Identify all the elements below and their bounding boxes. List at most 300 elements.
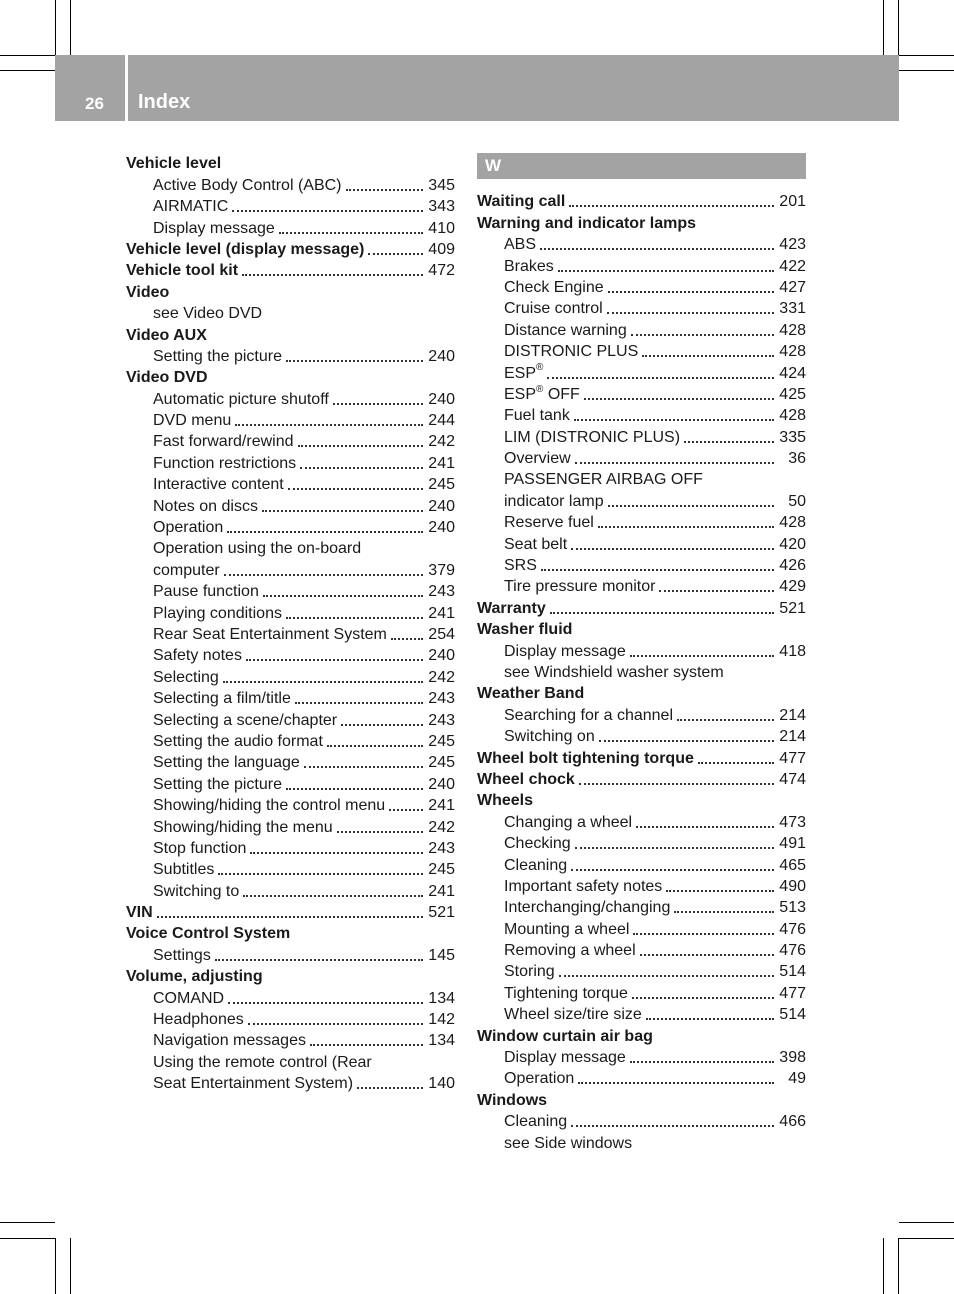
entry-label: see Video DVD xyxy=(153,305,263,323)
entry-label: Removing a wheel xyxy=(504,942,636,960)
page-ref: 428 xyxy=(779,407,806,425)
crop-mark xyxy=(899,70,954,71)
entry-label-suffix: OFF xyxy=(543,385,580,403)
index-subentry xyxy=(477,426,806,447)
index-subentry xyxy=(477,918,806,939)
entry-label: AIRMATIC xyxy=(153,198,229,216)
entry-label: Cleaning xyxy=(504,856,568,874)
index-subentry xyxy=(126,624,455,645)
index-subentry xyxy=(477,662,806,683)
entry-text xyxy=(126,260,238,281)
entry-text xyxy=(504,298,603,319)
crop-mark xyxy=(55,1238,56,1294)
page-ref: 241 xyxy=(428,604,455,622)
entry-label: Changing a wheel xyxy=(504,813,633,831)
index-entry xyxy=(477,619,806,640)
entry-text xyxy=(153,496,258,517)
dot-leader xyxy=(228,1002,423,1004)
entry-text xyxy=(504,384,580,405)
index-subentry xyxy=(477,576,806,597)
registered-mark: ® xyxy=(536,383,544,395)
index-subentry xyxy=(477,897,806,918)
entry-label: Operation xyxy=(504,1070,575,1088)
dot-leader xyxy=(286,788,423,790)
index-subentry xyxy=(126,581,455,602)
page-ref: 477 xyxy=(779,749,806,767)
entry-label: PASSENGER AIRBAG OFF xyxy=(504,471,703,489)
index-subentry xyxy=(126,1009,455,1030)
entry-text xyxy=(504,812,632,833)
index-subentry xyxy=(126,838,455,859)
dot-leader xyxy=(357,1087,423,1089)
entry-text xyxy=(153,389,329,410)
entry-text xyxy=(477,769,575,790)
index-subentry xyxy=(126,987,455,1008)
dot-leader xyxy=(559,975,774,977)
entry-text xyxy=(153,175,342,196)
page-ref: 49 xyxy=(788,1070,806,1088)
entry-text xyxy=(504,833,571,854)
dot-leader xyxy=(223,681,423,683)
entry-label: Wheel chock xyxy=(477,770,575,788)
dot-leader xyxy=(243,895,423,897)
entry-text xyxy=(126,239,364,260)
crop-mark xyxy=(0,1238,55,1239)
entry-label: indicator lamp xyxy=(504,492,604,510)
index-column-right xyxy=(477,153,806,1154)
dot-leader xyxy=(540,248,774,250)
entry-label: Cleaning xyxy=(504,1113,568,1131)
index-subentry xyxy=(477,384,806,405)
entry-text xyxy=(153,431,294,452)
entry-label: Distance warning xyxy=(504,321,627,339)
entry-label: Subtitles xyxy=(153,861,215,879)
dot-leader xyxy=(674,911,774,913)
dot-leader xyxy=(215,959,423,961)
page-ref: 418 xyxy=(779,642,806,660)
dot-leader xyxy=(558,270,774,272)
index-subentry xyxy=(477,1132,806,1153)
entry-text xyxy=(153,581,259,602)
entry-text xyxy=(153,667,219,688)
entry-label: Display message xyxy=(504,642,626,660)
entry-label: Headphones xyxy=(153,1011,244,1029)
index-entry xyxy=(126,367,455,388)
index-subentry xyxy=(477,234,806,255)
entry-text xyxy=(153,688,291,709)
dot-leader xyxy=(368,253,423,255)
page-ref: 429 xyxy=(779,578,806,596)
index-subentry xyxy=(477,469,806,490)
entry-label: Wheel size/tire size xyxy=(504,1006,642,1024)
entry-text xyxy=(153,453,296,474)
page-ref: 513 xyxy=(779,899,806,917)
index-entries-w xyxy=(477,191,806,1154)
index-subentry xyxy=(477,512,806,533)
entry-label: see Side windows xyxy=(504,1134,633,1152)
entry-text xyxy=(153,774,282,795)
entry-text xyxy=(504,983,628,1004)
index-subentry xyxy=(126,773,455,794)
entry-label: Display message xyxy=(504,1049,626,1067)
dot-leader xyxy=(235,424,423,426)
index-subentry xyxy=(477,298,806,319)
entry-text xyxy=(126,966,263,987)
entry-text xyxy=(504,1133,632,1154)
entry-text xyxy=(126,902,153,923)
entry-label: ESP xyxy=(504,385,537,403)
index-entry xyxy=(477,769,806,790)
entry-label: Tightening torque xyxy=(504,984,628,1002)
entry-text xyxy=(504,277,604,298)
entry-label: Selecting a film/title xyxy=(153,690,291,708)
dot-leader xyxy=(608,505,774,507)
entry-text xyxy=(153,410,231,431)
page-ref: 521 xyxy=(779,599,806,617)
entry-label: SRS xyxy=(504,557,537,575)
index-subentry xyxy=(477,876,806,897)
page-ref: 474 xyxy=(779,770,806,788)
entry-text xyxy=(504,341,638,362)
entry-label: Volume, adjusting xyxy=(126,968,263,986)
page-ref: 422 xyxy=(779,257,806,275)
entry-text xyxy=(126,923,290,944)
entry-label: COMAND xyxy=(153,989,225,1007)
entry-text xyxy=(153,538,361,559)
dot-leader xyxy=(584,398,774,400)
index-entry xyxy=(126,239,455,260)
page-ref: 245 xyxy=(428,476,455,494)
index-subentry xyxy=(477,448,806,469)
entry-label: Fuel tank xyxy=(504,407,570,425)
page-ref: 245 xyxy=(428,861,455,879)
dot-leader xyxy=(607,312,774,314)
entry-text xyxy=(504,641,626,662)
dot-leader xyxy=(632,997,774,999)
entry-text xyxy=(153,624,387,645)
dot-leader xyxy=(550,612,774,614)
entry-text xyxy=(153,838,246,859)
dot-leader xyxy=(248,1023,423,1025)
entry-text xyxy=(504,726,595,747)
entry-label: Reserve fuel xyxy=(504,514,594,532)
page-ref: 514 xyxy=(779,963,806,981)
entry-label: DVD menu xyxy=(153,412,232,430)
dot-leader xyxy=(571,548,774,550)
crop-mark xyxy=(899,1238,954,1239)
dot-leader xyxy=(575,847,774,849)
index-subentry xyxy=(126,880,455,901)
entry-text xyxy=(504,405,570,426)
entry-label: Mounting a wheel xyxy=(504,920,630,938)
page-ref: 409 xyxy=(428,240,455,258)
dot-leader xyxy=(391,638,423,640)
entry-label: Automatic picture shutoff xyxy=(153,390,329,408)
page-ref: 241 xyxy=(428,797,455,815)
index-entry xyxy=(126,260,455,281)
index-subentry xyxy=(126,709,455,730)
entry-label: Switching to xyxy=(153,882,240,900)
entry-label: Showing/hiding the menu xyxy=(153,818,333,836)
entry-text xyxy=(153,346,282,367)
index-subentry xyxy=(477,961,806,982)
crop-mark xyxy=(70,0,71,55)
index-subentry xyxy=(477,555,806,576)
page-ref: 243 xyxy=(428,711,455,729)
index-entry xyxy=(477,191,806,212)
dot-leader xyxy=(575,462,774,464)
crop-mark xyxy=(883,1238,884,1294)
index-subentry xyxy=(126,174,455,195)
entry-label: Check Engine xyxy=(504,278,604,296)
entry-text xyxy=(153,859,214,880)
dot-leader xyxy=(578,1082,774,1084)
entry-label: Video AUX xyxy=(126,326,207,344)
index-subentry xyxy=(126,410,455,431)
index-subentry xyxy=(126,495,455,516)
entry-text xyxy=(504,1004,642,1025)
entry-label: Operation xyxy=(153,519,224,537)
dot-leader xyxy=(157,916,423,918)
entry-text xyxy=(477,748,694,769)
index-subentry xyxy=(126,538,455,559)
index-subentry xyxy=(477,255,806,276)
page-ref: 331 xyxy=(779,300,806,318)
dot-leader xyxy=(698,762,774,764)
entry-text xyxy=(153,1009,244,1030)
entry-label: Vehicle level xyxy=(126,155,222,173)
index-entry xyxy=(477,747,806,768)
crop-mark xyxy=(898,1238,899,1294)
entry-label: Storing xyxy=(504,963,555,981)
page-ref: 398 xyxy=(779,1049,806,1067)
index-entry xyxy=(126,902,455,923)
entry-text xyxy=(126,367,208,388)
dot-leader xyxy=(389,809,423,811)
dot-leader xyxy=(242,274,423,276)
page-ref: 142 xyxy=(428,1011,455,1029)
entry-label: Cruise control xyxy=(504,300,603,318)
page-ref: 214 xyxy=(779,706,806,724)
entry-label: Setting the picture xyxy=(153,775,282,793)
index-entry xyxy=(477,683,806,704)
dot-leader xyxy=(337,831,423,833)
index-subentry xyxy=(126,559,455,580)
entry-label: Safety notes xyxy=(153,647,242,665)
entry-text xyxy=(153,1030,306,1051)
index-subentry xyxy=(126,602,455,623)
entry-text xyxy=(504,961,555,982)
dot-leader xyxy=(286,617,423,619)
crop-mark xyxy=(55,0,56,55)
entry-text xyxy=(477,1026,653,1047)
index-subentry xyxy=(477,833,806,854)
entry-label: Pause function xyxy=(153,583,259,601)
entry-text xyxy=(153,710,337,731)
page-ref: 245 xyxy=(428,754,455,772)
page-ref: 36 xyxy=(788,450,806,468)
dot-leader xyxy=(677,719,774,721)
entry-label: ESP xyxy=(504,364,537,382)
page-ref: 465 xyxy=(779,856,806,874)
dot-leader xyxy=(569,205,774,207)
dot-leader xyxy=(300,467,423,469)
entry-text xyxy=(477,790,533,811)
entry-text xyxy=(504,555,537,576)
page-ref: 427 xyxy=(779,278,806,296)
page-ref: 145 xyxy=(428,946,455,964)
index-subentry xyxy=(477,1068,806,1089)
index-subentry xyxy=(126,452,455,473)
index-subentry xyxy=(126,1030,455,1051)
entry-text xyxy=(504,1068,574,1089)
entry-label: Washer fluid xyxy=(477,621,573,639)
entry-text xyxy=(504,919,629,940)
page-ref: 243 xyxy=(428,583,455,601)
index-subentry xyxy=(126,303,455,324)
entry-label: Weather Band xyxy=(477,685,585,703)
page-ref: 428 xyxy=(779,321,806,339)
page-ref: 477 xyxy=(779,984,806,1002)
entry-text xyxy=(504,469,703,490)
page-ref: 244 xyxy=(428,412,455,430)
entry-text xyxy=(504,512,594,533)
entry-text xyxy=(153,1073,353,1094)
dot-leader xyxy=(263,595,423,597)
index-entry xyxy=(477,1025,806,1046)
dot-leader xyxy=(633,933,774,935)
dot-leader xyxy=(327,745,423,747)
index-entry xyxy=(126,966,455,987)
dot-leader xyxy=(346,189,423,191)
page-ref: 425 xyxy=(779,385,806,403)
entry-label: Display message xyxy=(153,219,275,237)
dot-leader xyxy=(630,655,774,657)
page-ref: 240 xyxy=(428,347,455,365)
dot-leader xyxy=(341,724,423,726)
dot-leader xyxy=(246,659,423,661)
entry-label: Warranty xyxy=(477,599,546,617)
page-ref: 254 xyxy=(428,625,455,643)
index-subentry xyxy=(126,645,455,666)
dot-leader xyxy=(310,1044,423,1046)
entry-label: Searching for a channel xyxy=(504,706,673,724)
page-ref: 490 xyxy=(779,877,806,895)
index-subentry xyxy=(477,704,806,725)
index-subentry xyxy=(126,346,455,367)
page-ref: 379 xyxy=(428,561,455,579)
entry-text xyxy=(504,1047,626,1068)
index-subentry xyxy=(477,490,806,511)
entry-label: Overview xyxy=(504,450,571,468)
entry-text xyxy=(504,320,627,341)
index-subentry xyxy=(477,277,806,298)
page-ref: 420 xyxy=(779,535,806,553)
entry-text xyxy=(477,1090,547,1111)
dot-leader xyxy=(571,869,774,871)
dot-leader xyxy=(646,1018,774,1020)
index-subentry xyxy=(477,1004,806,1025)
entry-text xyxy=(504,705,673,726)
page-number: 26 xyxy=(85,94,104,113)
index-subentry xyxy=(477,982,806,1003)
entry-label: Warning and indicator lamps xyxy=(477,214,696,232)
entry-label: computer xyxy=(153,561,220,579)
page-ref: 345 xyxy=(428,176,455,194)
index-subentry xyxy=(126,1051,455,1072)
dot-leader xyxy=(286,360,423,362)
dot-leader xyxy=(333,403,423,405)
index-subentry xyxy=(477,726,806,747)
page-ref: 476 xyxy=(779,942,806,960)
index-subentry xyxy=(477,940,806,961)
dot-leader xyxy=(684,441,774,443)
index-entry xyxy=(126,324,455,345)
dot-leader xyxy=(227,531,423,533)
dot-leader xyxy=(574,419,774,421)
page-ref: 134 xyxy=(428,989,455,1007)
page-ref: 50 xyxy=(788,492,806,510)
index-subentry xyxy=(126,688,455,709)
entry-text xyxy=(126,325,207,346)
page-ref: 428 xyxy=(779,343,806,361)
page-ref: 240 xyxy=(428,647,455,665)
entry-text xyxy=(504,448,571,469)
entry-text xyxy=(153,645,242,666)
entry-label: Windows xyxy=(477,1091,548,1109)
index-entry xyxy=(477,597,806,618)
dot-leader xyxy=(279,232,423,234)
index-subentry xyxy=(126,731,455,752)
entry-label: Seat belt xyxy=(504,535,568,553)
index-subentry xyxy=(477,319,806,340)
index-subentry xyxy=(126,752,455,773)
index-subentry xyxy=(126,944,455,965)
entry-label: see Windshield washer system xyxy=(504,663,724,681)
entry-text xyxy=(153,218,275,239)
entry-text xyxy=(153,517,223,538)
page-ref: 423 xyxy=(779,236,806,254)
crop-mark xyxy=(899,55,954,56)
entry-label: Setting the language xyxy=(153,754,300,772)
page-ref: 245 xyxy=(428,732,455,750)
index-subentry xyxy=(126,217,455,238)
entry-label: Showing/hiding the control menu xyxy=(153,797,386,815)
entry-text xyxy=(153,945,211,966)
crop-mark xyxy=(899,1222,954,1223)
entry-text xyxy=(153,731,323,752)
dot-leader xyxy=(666,890,774,892)
entry-label: Video xyxy=(126,283,170,301)
dot-leader xyxy=(579,783,774,785)
crop-mark xyxy=(898,0,899,55)
index-entry xyxy=(126,153,455,174)
page-ref: 240 xyxy=(428,775,455,793)
entry-label: Vehicle level (display message) xyxy=(126,240,365,258)
dot-leader xyxy=(541,569,774,571)
dot-leader xyxy=(640,954,774,956)
entry-label: Switching on xyxy=(504,728,595,746)
entry-text xyxy=(504,940,636,961)
page-ref: 472 xyxy=(428,262,455,280)
index-subentry xyxy=(126,474,455,495)
entry-text xyxy=(153,881,239,902)
page-ref: 410 xyxy=(428,219,455,237)
entry-label: LIM (DISTRONIC PLUS) xyxy=(504,428,681,446)
entry-label: Tire pressure monitor xyxy=(504,578,656,596)
entry-text xyxy=(477,619,572,640)
entry-label: Wheel bolt tightening torque xyxy=(477,749,694,767)
